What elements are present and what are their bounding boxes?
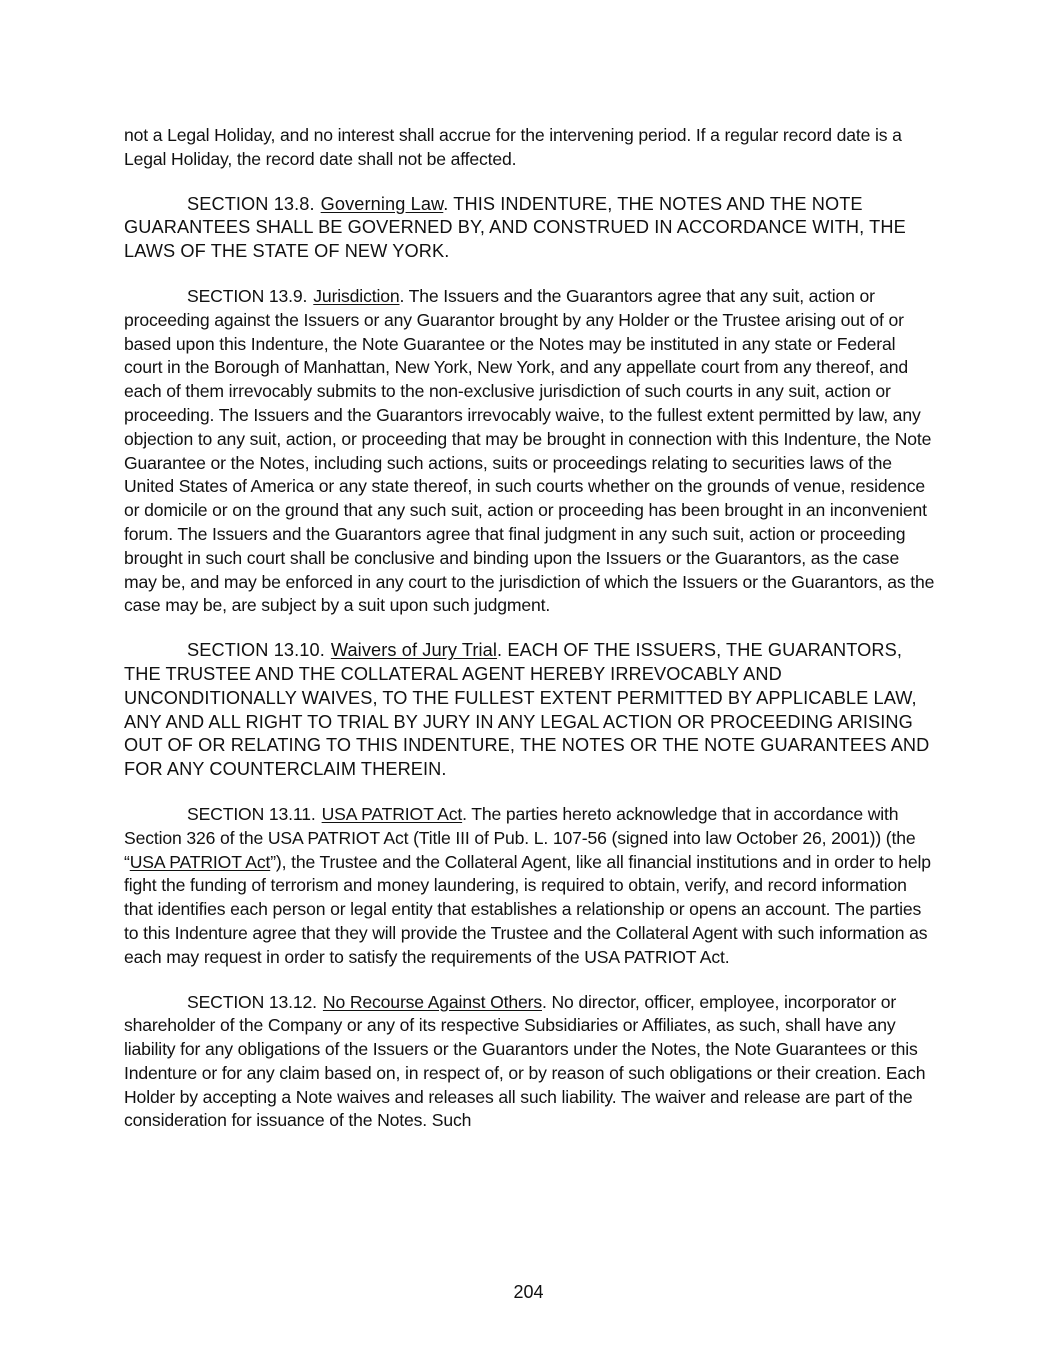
section-number: SECTION 13.8. [187, 193, 315, 214]
section-13-10 [124, 639, 936, 782]
paragraph-text: not a Legal Holiday, and no interest shall accrue for the intervening period. If a regular record date is a Legal Holiday, the record date shall not be affected. [124, 125, 902, 169]
page-number: 204 [513, 1282, 544, 1302]
section-number: SECTION 13.10. [187, 640, 325, 661]
defined-term: USA PATRIOT Act [129, 851, 271, 872]
section-body: . EACH OF THE ISSUERS, THE GUARANTORS, THE TRUSTEE AND THE COLLATERAL AGENT HEREBY IRREVOCABLY AND UNCONDITIONALLY WAIVES, TO THE FULLEST EXTENT PERMITTED BY APPLICABLE LAW, ANY AND ALL RIGHT TO TRIAL BY JURY IN ANY LEGAL ACTION OR PROCEEDING ARISING OUT OF OR RELATING TO THIS INDENTURE, THE NOTES OR THE NOTE GUARANTEES AND FOR ANY COUNTERCLAIM THEREIN. [124, 640, 930, 780]
section-body: . The Issuers and the Guarantors agree that any suit, action or proceeding against the Issuers or any Guarantor brought by any Holder or the Trustee arising out of or based upon this Indenture, the Note Guarantee or the Notes may be instituted in any state or Federal court in the Borough of Manhattan, New York, New York, and any appellate court from any thereof, and each of them irrevocably submits to the non-exclusive jurisdiction of such courts in any suit, action or proceeding. The Issuers and the Guarantors irrevocably waive, to the fullest extent permitted by law, any objection to any suit, action, or proceeding that may be brought in connection with this Indenture, the Note Guarantee or the Notes, including such actions, suits or proceedings relating to securities laws of the United States of America or any state thereof, in such courts whether on the grounds of venue, residence or domicile or on the ground that any such suit, action or proceeding has been brought in an inconvenient forum. The Issuers and the Guarantors agree that final judgment in any such suit, action or proceeding brought in such court shall be conclusive and binding upon the Issuers or the Guarantors, as the case may be, and may be enforced in any court to the jurisdiction of which the Issuers or the Guarantors, as the case may be, are subject by a suit upon such judgment. [124, 285, 935, 616]
section-body-continued: ”), the Trustee and the Collateral Agent, like all financial institutions and in order to help fight the funding of terrorism and money laundering, is required to obtain, verify, and record information that identifies each person or legal entity that establishes a relationship or opens an account. The parties to this Indenture agree that they will provide the Trustee and the Collateral Agent with such information as each may request in order to satisfy the requirements of the USA PATRIOT Act. [124, 851, 931, 967]
section-body: . The parties hereto acknowledge that in accordance with Section 326 of the USA PATRIOT Act (Title III of Pub. L. 107-56 (signed into law October 26, 2001)) (the “ [124, 803, 916, 872]
section-13-11 [124, 803, 936, 970]
section-heading: Governing Law [320, 193, 444, 214]
section-body: . THIS INDENTURE, THE NOTES AND THE NOTE GUARANTEES SHALL BE GOVERNED BY, AND CONSTRUED IN ACCORDANCE WITH, THE LAWS OF THE STATE OF NEW YORK. [124, 193, 906, 262]
section-heading: USA PATRIOT Act [321, 803, 463, 824]
section-number: SECTION 13.9. [187, 285, 308, 306]
section-13-12 [124, 991, 936, 1134]
section-13-9 [124, 285, 936, 618]
section-heading: Jurisdiction [313, 285, 400, 306]
section-13-8 [124, 193, 936, 264]
document-page [124, 124, 936, 1154]
section-heading: Waivers of Jury Trial [330, 640, 498, 661]
section-body: . No director, officer, employee, incorporator or shareholder of the Company or any of its respective Subsidiaries or Affiliates, as such, shall have any liability for any obligations of the Issuers or the Guarantors under the Notes, the Note Guarantees or this Indenture or for any claim based on, in respect of, or by reason of such obligations or their creation. Each Holder by accepting a Note waives and releases all such liability. The waiver and release are part of the consideration for issuance of the Notes. Such [124, 991, 926, 1131]
section-number: SECTION 13.12. [187, 991, 317, 1012]
paragraph-continuation [124, 124, 936, 172]
section-number: SECTION 13.11. [187, 803, 316, 824]
section-heading: No Recourse Against Others [322, 991, 542, 1012]
